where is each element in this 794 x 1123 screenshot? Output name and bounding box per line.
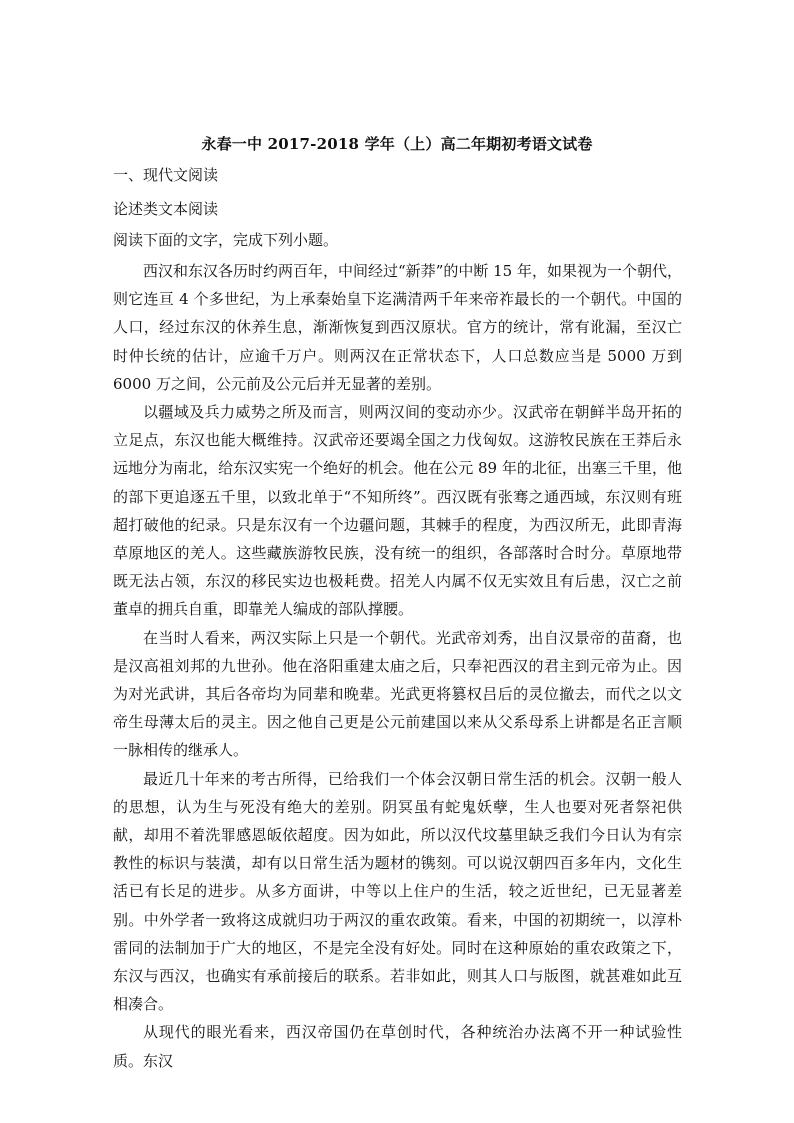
reading-passage [113,257,682,1075]
passage-paragraph-5: 从现代的眼光看来，西汉帝国仍在草创时代，各种统治办法离不开一种试验性质。东汉 [113,1023,682,1070]
reading-instruction: 阅读下面的文字，完成下列小题。 [113,231,339,249]
passage-paragraph-4: 最近几十年来的考古所得，已给我们一个体会汉朝日常生活的机会。汉朝一般人的思想，认为生与死没有绝大的差别。阴冥虽有蛇鬼妖孽，生人也要对死者祭祀供献，却用不着洗罪感恩皈依超度。因为如此，所以汉代坟墓里缺乏我们今日认为有宗教性的标识与装潢，却有以日常生活为题材的镌刻。可以说汉朝四百多年内，文化生活已有长足的进步。从多方面讲，中等以上住户的生活，较之近世纪，已无显著差别。中外学者一致将这成就归功于两汉的重农政策。看来，中国的初期统一，以淳朴雷同的法制加于广大的地区，不是完全没有好处。同时在这种原始的重农政策之下，东汉与西汉，也确实有承前接后的联系。若非如此，则其人口与版图，就甚难如此互相凑合。 [113,769,682,1014]
section-heading: 一、现代文阅读 [113,166,219,184]
passage-paragraph-2: 以疆域及兵力威势之所及而言，则两汉间的变动亦少。汉武帝在朝鲜半岛开拓的立足点，东汉也能大概维持。汉武帝还要竭全国之力伐匈奴。这游牧民族在王莽后永远地分为南北，给东汉实宪一个绝好的机会。他在公元 89 年的北征，出塞三千里，他的部下更追逐五千里，以致北单于“不知所终”。西汉既有张骞之通西域，东汉则有班超打破他的纪录。只是东汉有一个边疆问题，其棘手的程度，为西汉所无，此即青海草原地区的羌人。这些藏族游牧民族，没有统一的组织，各部落时合时分。草原地带既无法占领，东汉的移民实边也极耗费。招羌人内属不仅无实效且有后患，汉亡之前董卓的拥兵自重，即靠羌人编成的部队撑腰。 [113,403,682,619]
subsection-heading: 论述类文本阅读 [113,200,219,218]
passage-paragraph-1: 西汉和东汉各历时约两百年，中间经过“新莽”的中断 15 年，如果视为一个朝代，则它连亘 4 个多世纪，为上承秦始皇下迄满清两千年来帝祚最长的一个朝代。中国的人口，经过东汉的休养生息，渐渐恢复到西汉原状。官方的统计，常有讹漏，至汉亡时仲长统的估计，应逾千万户。则两汉在正常状态下，人口总数应当是 5000 万到 6000 万之间，公元前及公元后并无显著的差别。 [113,262,682,393]
exam-title: 永春一中 2017-2018 学年（上）高二年期初考语文试卷 [201,135,593,153]
passage-paragraph-3: 在当时人看来，两汉实际上只是一个朝代。光武帝刘秀，出自汉景帝的苗裔，也是汉高祖刘邦的九世孙。他在洛阳重建太庙之后，只奉祀西汉的君主到元帝为止。因为对光武讲，其后各帝均为同辈和晚辈。光武更将篡权吕后的灵位撤去，而代之以文帝生母薄太后的灵主。因之他自己更是公元前建国以来从父系母系上讲都是名正言顺一脉相传的继承人。 [113,628,682,760]
